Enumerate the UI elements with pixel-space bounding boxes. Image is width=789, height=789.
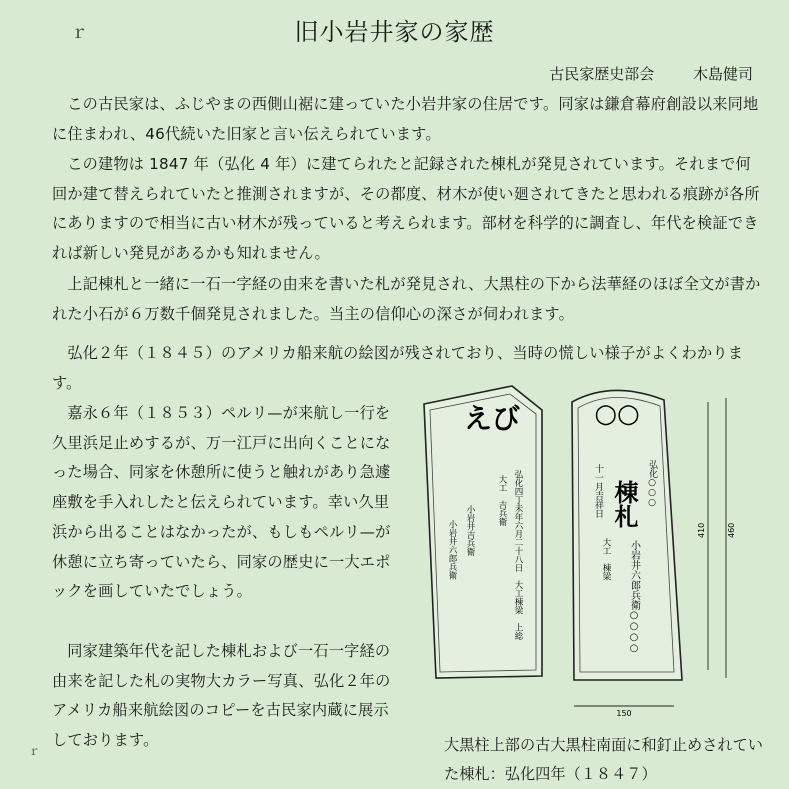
byline (549, 63, 753, 84)
dimension-label-b: 460 (727, 522, 736, 538)
right-board-main: 棟札 (610, 480, 638, 528)
right-board-outline (572, 390, 682, 680)
dimension-label-a: 410 (697, 522, 706, 538)
paragraph-american-ship: 弘化２年（１８４５）のアメリカ船来航の絵図が残されており、当時の慌しい様子がよくわかります。 (52, 344, 744, 392)
right-board-name: 小岩井六郎兵衛○○○○ (628, 540, 640, 654)
munafuda-figure (412, 380, 762, 725)
left-board-text-4: 小岩井六郎兵衛 (447, 520, 457, 580)
right-board-sub: 十一月吉祥日 (593, 464, 603, 518)
paragraph-exhibit: 同家建築年代を記した棟札および一石一字経の由来を記した札の実物大カラー写真、弘化２年のアメリカ船来航絵図のコピーを古民家内蔵に展示しております。 (52, 642, 391, 750)
munafuda-drawing (412, 380, 762, 725)
paragraph-sutra: 上記棟札と一緒に一石一字経の由来を書いた札が発見され、大黒柱の下から法華経のほぼ全文が書かれた小石が６万数千個発見されました。当主の信仰心の深さが伺われます。 (52, 275, 761, 323)
right-board-small: 大工 棟梁 (601, 538, 611, 581)
right-board-circles: ○○ (594, 399, 640, 429)
left-board-text-2: 大工 吉兵衛 (497, 475, 507, 526)
dimension-label-width: 150 (616, 709, 632, 718)
right-board-date: 弘化○○○ (647, 460, 657, 508)
stray-mark: ｒ (28, 744, 41, 758)
corner-mark: ｒ (70, 22, 88, 43)
figure-caption: 大黒柱上部の古大黒柱南面に和釘止めされていた棟札：弘化四年（１８４７） (444, 736, 763, 783)
left-board-text-1: 弘化四丁未年六月二十八日 大工棟梁 上総 (513, 470, 523, 640)
paragraph-perry: 嘉永６年（１８５３）ペルリ—が来航し一行を久里浜足止めするが、万一江戸に出向くことになった場合、同家を休憩所に使うと触れがあり急遽座敷を手入れしたと伝えられています。幸い久里浜から出ることはなかったが、もしもペルリ—が休憩に立ち寄っていたら、同家の歴史に一大エポックを画していたでしょう。 (52, 404, 391, 601)
byline-organization: 古民家歴史部会 (549, 65, 655, 83)
left-board-text-3: 小岩井吉兵衛 (465, 505, 475, 556)
paragraph-construction: この建物は 1847 年（弘化 4 年）に建てられたと記録された棟札が発見されています。それまで何回か建て替えられていたと推測されますが、その都度、材木が使い廻されてきたと思われる痕跡が各所にありますので相当に古い材木が残っていると考えられます。部材を科学的に調査し、年代を検証できれば新しい発見があるかも知れません。 (52, 155, 760, 263)
byline-author: 木島健司 (692, 65, 753, 83)
left-board-mark: えび (463, 402, 521, 435)
page-title: 旧小岩井家の家歴 (294, 18, 495, 46)
paragraph-intro: この古民家は、ふじやまの西側山裾に建っていた小岩井家の住居です。同家は鎌倉幕府創設以来同地に住まわれ、46代続いた旧家と言い伝えられています。 (52, 95, 759, 143)
